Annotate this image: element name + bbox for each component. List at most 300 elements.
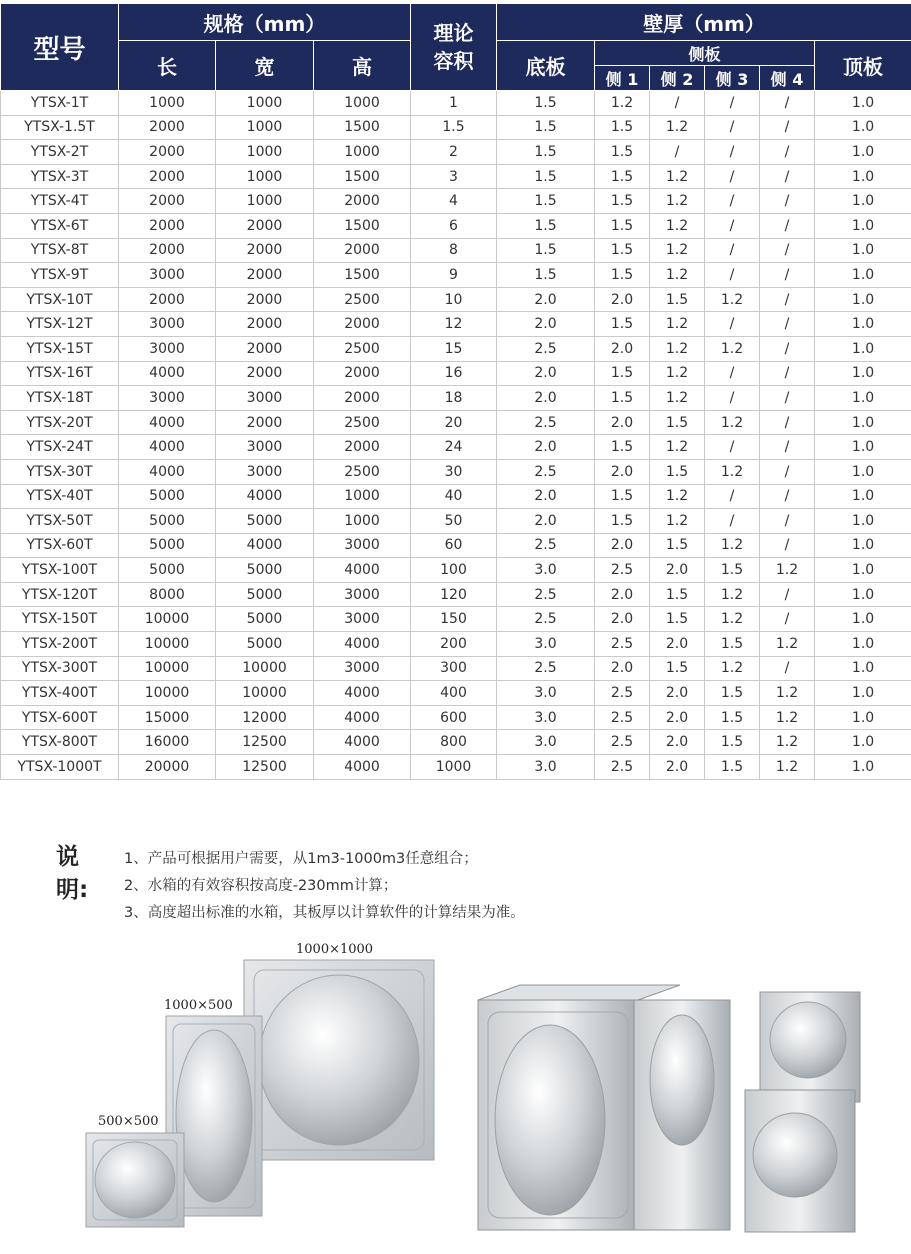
- table-cell: 2000: [119, 164, 216, 189]
- table-cell: 1.5: [705, 558, 760, 583]
- panel-photos-svg: [0, 930, 911, 1250]
- table-row: [1, 681, 911, 706]
- table-row: [1, 755, 911, 780]
- table-cell: 5000: [216, 558, 314, 583]
- header-side-3: 侧 3: [705, 66, 760, 91]
- table-cell: 1000: [216, 189, 314, 214]
- table-cell: 4000: [216, 533, 314, 558]
- table-cell: 1.0: [815, 287, 911, 312]
- table-cell: 4000: [314, 705, 411, 730]
- table-row: [1, 287, 911, 312]
- model-cell: YTSX-24T: [1, 435, 119, 460]
- table-cell: 2.5: [497, 533, 595, 558]
- table-cell: 1.2: [650, 435, 705, 460]
- table-cell: 4000: [119, 410, 216, 435]
- table-cell: /: [760, 189, 815, 214]
- model-cell: YTSX-100T: [1, 558, 119, 583]
- header-side-1: 侧 1: [595, 66, 650, 91]
- table-cell: 1000: [314, 509, 411, 534]
- table-cell: 1500: [314, 115, 411, 140]
- table-cell: /: [705, 238, 760, 263]
- table-cell: 3000: [216, 459, 314, 484]
- header-thickness-group: 壁厚（mm）: [497, 4, 911, 41]
- model-cell: YTSX-10T: [1, 287, 119, 312]
- table-cell: 5000: [216, 509, 314, 534]
- header-spec-group: 规格（mm）: [119, 4, 411, 41]
- table-cell: 400: [411, 681, 497, 706]
- table-cell: 2.5: [595, 755, 650, 780]
- table-cell: 3.0: [497, 705, 595, 730]
- table-cell: 1.5: [650, 582, 705, 607]
- table-cell: 1.0: [815, 164, 911, 189]
- table-cell: 2.0: [650, 632, 705, 657]
- table-cell: 1.2: [595, 91, 650, 116]
- table-cell: 2000: [314, 312, 411, 337]
- table-cell: 2.0: [595, 287, 650, 312]
- table-cell: 1.2: [650, 484, 705, 509]
- table-row: [1, 189, 911, 214]
- panel-large: [244, 960, 434, 1160]
- table-cell: 6: [411, 213, 497, 238]
- table-cell: 1500: [314, 213, 411, 238]
- table-cell: 1000: [314, 140, 411, 165]
- panel-small-label: 500×500: [98, 1114, 159, 1129]
- table-cell: 2500: [314, 287, 411, 312]
- table-cell: 1.2: [705, 336, 760, 361]
- table-cell: 1.5: [497, 115, 595, 140]
- model-cell: YTSX-150T: [1, 607, 119, 632]
- table-cell: 10000: [119, 607, 216, 632]
- notes-label: 说明:: [56, 844, 89, 903]
- table-cell: 2.0: [595, 459, 650, 484]
- table-cell: 3000: [119, 336, 216, 361]
- table-cell: 4000: [119, 361, 216, 386]
- table-row: [1, 533, 911, 558]
- table-row: [1, 410, 911, 435]
- table-cell: 1.2: [650, 238, 705, 263]
- table-cell: 2.0: [595, 410, 650, 435]
- table-cell: 3.0: [497, 730, 595, 755]
- table-cell: 2000: [119, 213, 216, 238]
- table-cell: 1500: [314, 263, 411, 288]
- panel-small: [86, 1133, 184, 1227]
- table-cell: 2.0: [595, 533, 650, 558]
- table-cell: 2000: [119, 115, 216, 140]
- table-cell: 20000: [119, 755, 216, 780]
- table-cell: 2000: [216, 238, 314, 263]
- table-cell: 3000: [314, 582, 411, 607]
- table-cell: 1.0: [815, 755, 911, 780]
- table-cell: 12500: [216, 730, 314, 755]
- header-width: 宽: [216, 41, 314, 91]
- table-cell: 3000: [119, 386, 216, 411]
- table-cell: 2000: [216, 263, 314, 288]
- table-cell: 200: [411, 632, 497, 657]
- table-cell: 1.2: [650, 336, 705, 361]
- table-cell: 1.2: [650, 164, 705, 189]
- table-cell: 4000: [314, 632, 411, 657]
- model-cell: YTSX-800T: [1, 730, 119, 755]
- table-cell: 1: [411, 91, 497, 116]
- table-cell: 2000: [216, 336, 314, 361]
- table-cell: 20: [411, 410, 497, 435]
- table-cell: 1.5: [650, 459, 705, 484]
- table-cell: 1.0: [815, 336, 911, 361]
- table-cell: 2.5: [595, 705, 650, 730]
- table-cell: 2.0: [595, 607, 650, 632]
- table-cell: /: [705, 509, 760, 534]
- model-cell: YTSX-20T: [1, 410, 119, 435]
- table-cell: /: [705, 91, 760, 116]
- table-cell: 1.0: [815, 189, 911, 214]
- table-cell: 2.5: [497, 582, 595, 607]
- table-cell: 1.5: [650, 410, 705, 435]
- table-cell: /: [760, 164, 815, 189]
- table-cell: 1500: [314, 164, 411, 189]
- table-cell: 3.0: [497, 681, 595, 706]
- table-cell: /: [760, 361, 815, 386]
- table-cell: 2.0: [650, 705, 705, 730]
- table-cell: 2.5: [595, 730, 650, 755]
- table-cell: 1.5: [595, 140, 650, 165]
- table-cell: 120: [411, 582, 497, 607]
- table-cell: 12500: [216, 755, 314, 780]
- table-cell: 10000: [216, 681, 314, 706]
- table-row: [1, 607, 911, 632]
- table-cell: 1.5: [595, 361, 650, 386]
- table-cell: 1.0: [815, 140, 911, 165]
- table-cell: /: [760, 410, 815, 435]
- table-cell: 2.0: [595, 656, 650, 681]
- table-cell: 2000: [119, 140, 216, 165]
- header-height: 高: [314, 41, 411, 91]
- table-cell: /: [705, 361, 760, 386]
- table-cell: 4000: [314, 755, 411, 780]
- table-cell: 5000: [119, 533, 216, 558]
- table-cell: 1.0: [815, 533, 911, 558]
- table-cell: 1.0: [815, 459, 911, 484]
- model-cell: YTSX-1T: [1, 91, 119, 116]
- table-cell: 8000: [119, 582, 216, 607]
- table-cell: 1.5: [650, 656, 705, 681]
- table-cell: 2.5: [497, 607, 595, 632]
- header-capacity-text: 理论容积: [433, 21, 474, 73]
- table-cell: 2.5: [595, 558, 650, 583]
- table-cell: /: [705, 115, 760, 140]
- table-cell: /: [705, 312, 760, 337]
- table-cell: 10000: [119, 632, 216, 657]
- table-cell: /: [760, 607, 815, 632]
- table-cell: 3000: [119, 312, 216, 337]
- model-cell: YTSX-18T: [1, 386, 119, 411]
- table-cell: 2000: [314, 435, 411, 460]
- note-1: 1、产品可根据用户需要，从1m3-1000m3任意组合；: [124, 851, 478, 867]
- table-cell: 1.2: [650, 115, 705, 140]
- model-cell: YTSX-400T: [1, 681, 119, 706]
- model-cell: YTSX-120T: [1, 582, 119, 607]
- table-cell: 1.2: [705, 459, 760, 484]
- table-cell: 5000: [119, 558, 216, 583]
- table-cell: /: [760, 582, 815, 607]
- table-cell: 2000: [314, 238, 411, 263]
- table-cell: 1.0: [815, 263, 911, 288]
- table-cell: 2: [411, 140, 497, 165]
- model-cell: YTSX-16T: [1, 361, 119, 386]
- table-cell: 2.0: [497, 361, 595, 386]
- table-cell: 1.2: [705, 582, 760, 607]
- table-cell: /: [650, 140, 705, 165]
- table-row: [1, 484, 911, 509]
- table-cell: /: [760, 435, 815, 460]
- table-cell: 2.0: [650, 681, 705, 706]
- table-cell: 1.0: [815, 558, 911, 583]
- table-cell: 1.5: [497, 238, 595, 263]
- table-cell: 1.5: [497, 91, 595, 116]
- table-cell: /: [760, 238, 815, 263]
- model-cell: YTSX-15T: [1, 336, 119, 361]
- table-cell: 2.5: [497, 336, 595, 361]
- table-cell: 1.2: [760, 558, 815, 583]
- table-cell: 800: [411, 730, 497, 755]
- table-cell: 5000: [216, 582, 314, 607]
- table-cell: 1000: [216, 115, 314, 140]
- table-row: [1, 140, 911, 165]
- table-cell: /: [760, 140, 815, 165]
- model-cell: YTSX-6T: [1, 213, 119, 238]
- table-cell: /: [705, 263, 760, 288]
- table-row: [1, 730, 911, 755]
- table-cell: 1.2: [760, 632, 815, 657]
- table-cell: /: [705, 164, 760, 189]
- table-cell: 1.2: [705, 287, 760, 312]
- table-cell: 2.0: [650, 730, 705, 755]
- table-cell: /: [705, 213, 760, 238]
- table-row: [1, 238, 911, 263]
- table-cell: 1000: [411, 755, 497, 780]
- table-cell: 1.5: [595, 484, 650, 509]
- table-cell: 1.0: [815, 410, 911, 435]
- table-row: [1, 558, 911, 583]
- table-cell: 1.0: [815, 705, 911, 730]
- table-cell: 60: [411, 533, 497, 558]
- table-cell: /: [705, 386, 760, 411]
- table-cell: 3000: [119, 263, 216, 288]
- table-cell: 15: [411, 336, 497, 361]
- table-row: [1, 656, 911, 681]
- table-cell: /: [705, 140, 760, 165]
- tank-panels-photo: [478, 985, 860, 1232]
- header-capacity: [411, 4, 497, 91]
- table-cell: 2000: [216, 410, 314, 435]
- table-cell: 30: [411, 459, 497, 484]
- table-cell: 1.2: [650, 213, 705, 238]
- table-cell: 1.5: [595, 435, 650, 460]
- note-3: 3、高度超出标准的水箱，其板厚以计算软件的计算结果为准。: [124, 905, 525, 921]
- table-cell: 1.5: [595, 312, 650, 337]
- table-cell: 1.2: [760, 681, 815, 706]
- table-cell: 1.5: [497, 213, 595, 238]
- model-cell: YTSX-4T: [1, 189, 119, 214]
- table-cell: 1.5: [595, 115, 650, 140]
- table-cell: 5000: [119, 509, 216, 534]
- table-cell: 4000: [216, 484, 314, 509]
- spec-table: [0, 3, 911, 780]
- table-cell: 1.2: [760, 705, 815, 730]
- table-cell: 4000: [314, 558, 411, 583]
- table-cell: /: [760, 386, 815, 411]
- table-row: [1, 91, 911, 116]
- table-cell: 1.5: [705, 755, 760, 780]
- table-cell: 1.5: [650, 533, 705, 558]
- table-cell: 1.2: [705, 533, 760, 558]
- panel-medium-label: 1000×500: [164, 998, 233, 1013]
- table-cell: 1.5: [705, 730, 760, 755]
- table-row: [1, 213, 911, 238]
- table-cell: 1.5: [497, 164, 595, 189]
- table-cell: 1.2: [760, 755, 815, 780]
- table-cell: 5000: [119, 484, 216, 509]
- table-cell: 1.2: [760, 730, 815, 755]
- table-cell: 1.5: [595, 386, 650, 411]
- header-bottom: 底板: [497, 41, 595, 91]
- header-side-4: 侧 4: [760, 66, 815, 91]
- table-cell: 4000: [314, 730, 411, 755]
- table-cell: 2.0: [650, 755, 705, 780]
- table-cell: 1.2: [705, 656, 760, 681]
- model-cell: YTSX-12T: [1, 312, 119, 337]
- model-cell: YTSX-50T: [1, 509, 119, 534]
- table-cell: 2000: [314, 189, 411, 214]
- table-cell: 24: [411, 435, 497, 460]
- header-model: 型号: [1, 4, 119, 91]
- table-cell: 1.5: [497, 189, 595, 214]
- table-cell: 16000: [119, 730, 216, 755]
- table-row: [1, 164, 911, 189]
- table-cell: 1.2: [650, 509, 705, 534]
- table-cell: 3000: [216, 386, 314, 411]
- table-cell: 3000: [216, 435, 314, 460]
- table-cell: 40: [411, 484, 497, 509]
- table-row: [1, 705, 911, 730]
- header-side-group: 侧板: [595, 41, 815, 66]
- table-cell: /: [760, 484, 815, 509]
- table-cell: 1.5: [595, 509, 650, 534]
- table-cell: 1.0: [815, 361, 911, 386]
- table-cell: 1.0: [815, 435, 911, 460]
- table-row: [1, 263, 911, 288]
- table-cell: 2000: [314, 361, 411, 386]
- model-cell: YTSX-8T: [1, 238, 119, 263]
- table-cell: 10000: [119, 656, 216, 681]
- table-cell: 1.5: [411, 115, 497, 140]
- table-cell: 2000: [314, 386, 411, 411]
- table-cell: 3000: [314, 656, 411, 681]
- model-cell: YTSX-30T: [1, 459, 119, 484]
- table-cell: 1.5: [705, 632, 760, 657]
- table-row: [1, 582, 911, 607]
- table-cell: 2.0: [497, 287, 595, 312]
- table-cell: 2000: [216, 312, 314, 337]
- model-cell: YTSX-2T: [1, 140, 119, 165]
- model-cell: YTSX-60T: [1, 533, 119, 558]
- table-cell: 300: [411, 656, 497, 681]
- table-cell: 1.0: [815, 509, 911, 534]
- table-cell: 1.0: [815, 386, 911, 411]
- table-cell: 150: [411, 607, 497, 632]
- table-cell: 2000: [119, 287, 216, 312]
- table-cell: 2.0: [595, 336, 650, 361]
- table-cell: 1.5: [595, 263, 650, 288]
- table-cell: 2.5: [497, 410, 595, 435]
- model-cell: YTSX-40T: [1, 484, 119, 509]
- table-cell: 1.5: [595, 238, 650, 263]
- table-cell: 1.2: [650, 386, 705, 411]
- table-cell: 1.0: [815, 656, 911, 681]
- table-cell: /: [760, 312, 815, 337]
- header-side-2: 侧 2: [650, 66, 705, 91]
- table-cell: /: [760, 459, 815, 484]
- table-cell: 1.0: [815, 484, 911, 509]
- panel-large-label: 1000×1000: [296, 942, 374, 957]
- table-cell: 10: [411, 287, 497, 312]
- table-cell: 1.0: [815, 115, 911, 140]
- table-cell: 1.0: [815, 213, 911, 238]
- table-cell: 2.0: [497, 386, 595, 411]
- table-cell: 2.0: [650, 558, 705, 583]
- table-cell: 1.0: [815, 91, 911, 116]
- table-cell: 2.0: [497, 484, 595, 509]
- table-cell: 1.5: [705, 681, 760, 706]
- table-cell: 1.5: [497, 140, 595, 165]
- table-cell: 1.2: [650, 361, 705, 386]
- table-row: [1, 435, 911, 460]
- table-cell: 1.2: [705, 410, 760, 435]
- table-cell: 2000: [119, 238, 216, 263]
- header-top: 顶板: [815, 41, 911, 91]
- note-2: 2、水箱的有效容积按高度-230mm计算；: [124, 878, 398, 894]
- table-cell: 2.0: [497, 435, 595, 460]
- table-cell: /: [760, 287, 815, 312]
- table-cell: 100: [411, 558, 497, 583]
- table-row: [1, 459, 911, 484]
- table-row: [1, 632, 911, 657]
- table-cell: 50: [411, 509, 497, 534]
- table-cell: 3.0: [497, 632, 595, 657]
- table-cell: 1000: [216, 164, 314, 189]
- table-row: [1, 509, 911, 534]
- table-row: [1, 361, 911, 386]
- table-cell: 1.0: [815, 312, 911, 337]
- table-cell: /: [760, 509, 815, 534]
- table-cell: /: [760, 656, 815, 681]
- model-cell: YTSX-9T: [1, 263, 119, 288]
- table-cell: 12000: [216, 705, 314, 730]
- table-cell: 1.5: [595, 164, 650, 189]
- model-cell: YTSX-600T: [1, 705, 119, 730]
- table-cell: 4000: [119, 459, 216, 484]
- table-row: [1, 336, 911, 361]
- table-cell: 1.2: [650, 189, 705, 214]
- table-cell: /: [760, 533, 815, 558]
- table-cell: 12: [411, 312, 497, 337]
- table-cell: 2.5: [595, 681, 650, 706]
- table-cell: 2500: [314, 336, 411, 361]
- table-cell: 5000: [216, 632, 314, 657]
- table-cell: 1.5: [705, 705, 760, 730]
- table-cell: 3000: [314, 607, 411, 632]
- model-cell: YTSX-3T: [1, 164, 119, 189]
- table-cell: /: [705, 435, 760, 460]
